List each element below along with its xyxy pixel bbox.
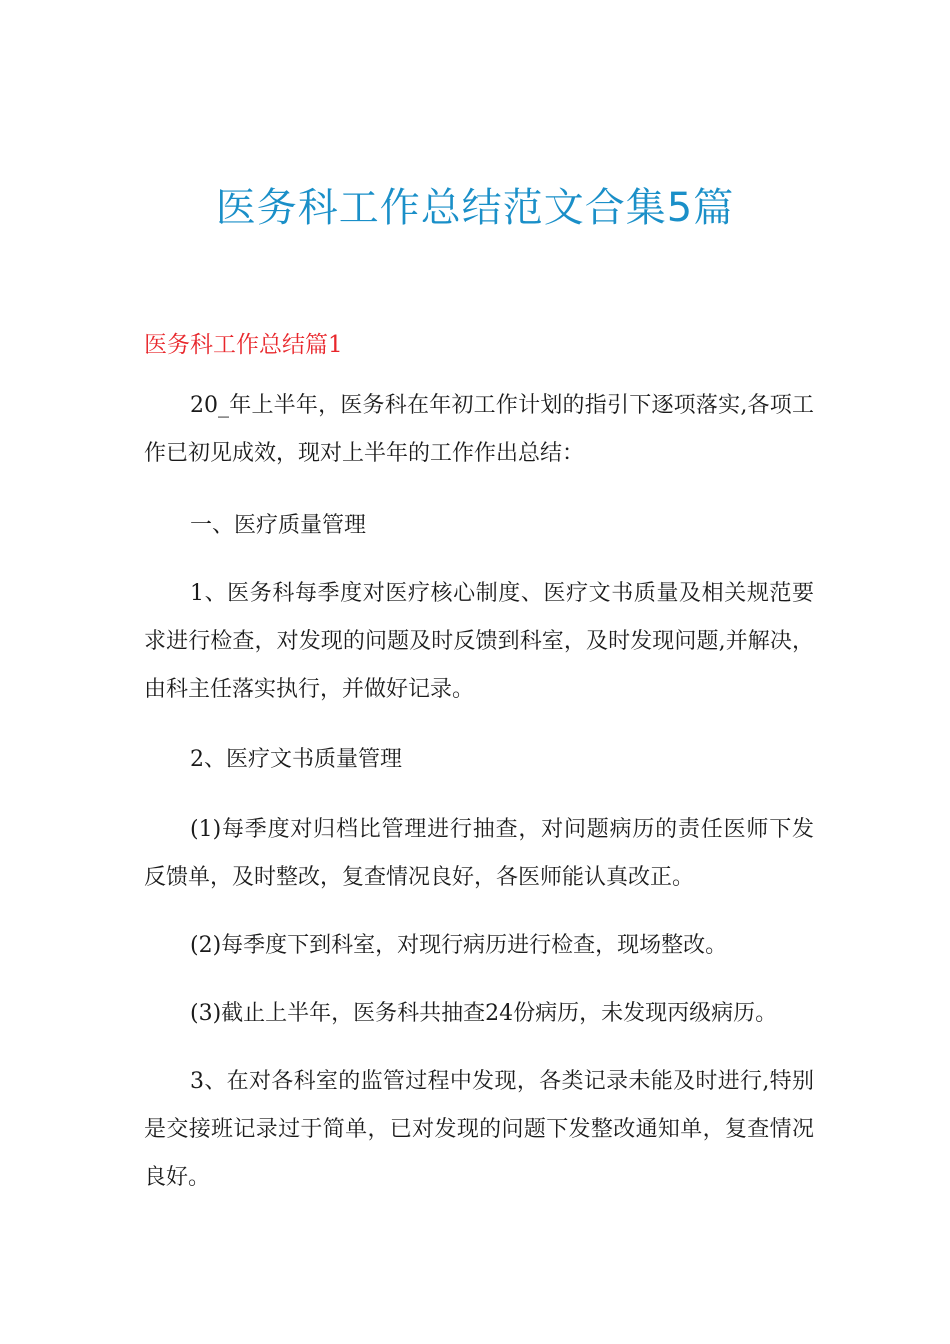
paragraph-sub-2: (2)每季度下到科室，对现行病历进行检查，现场整改。 xyxy=(190,933,728,958)
paragraph-item-1: 1、医务科每季度对医疗核心制度、医疗文书质量及相关规范要求进行检查，对发现的问题及时反馈到科室，及时发现问题,并解决，由科主任落实执行，并做好记录。 xyxy=(144,581,814,702)
document-title: 医务科工作总结范文合集5篇 xyxy=(215,185,735,231)
heading-item-2: 2、医疗文书质量管理 xyxy=(190,747,402,772)
paragraph-sub-1: (1)每季度对归档比管理进行抽查，对问题病历的责任医师下发反馈单，及时整改，复查情况良好，各医师能认真改正。 xyxy=(144,817,814,890)
paragraph-intro: 20_年上半年，医务科在年初工作计划的指引下逐项落实,各项工作已初见成效，现对上半年的工作作出总结： xyxy=(144,393,814,466)
section-heading: 医务科工作总结篇1 xyxy=(144,332,343,358)
paragraph-sub-3: (3)截止上半年，医务科共抽查24份病历，未发现丙级病历。 xyxy=(190,1001,778,1026)
paragraph-item-3: 3、在对各科室的监管过程中发现，各类记录未能及时进行,特别是交接班记录过于简单，已对发现的问题下发整改通知单，复查情况良好。 xyxy=(144,1069,814,1190)
heading-medical-quality: 一、医疗质量管理 xyxy=(190,513,367,538)
